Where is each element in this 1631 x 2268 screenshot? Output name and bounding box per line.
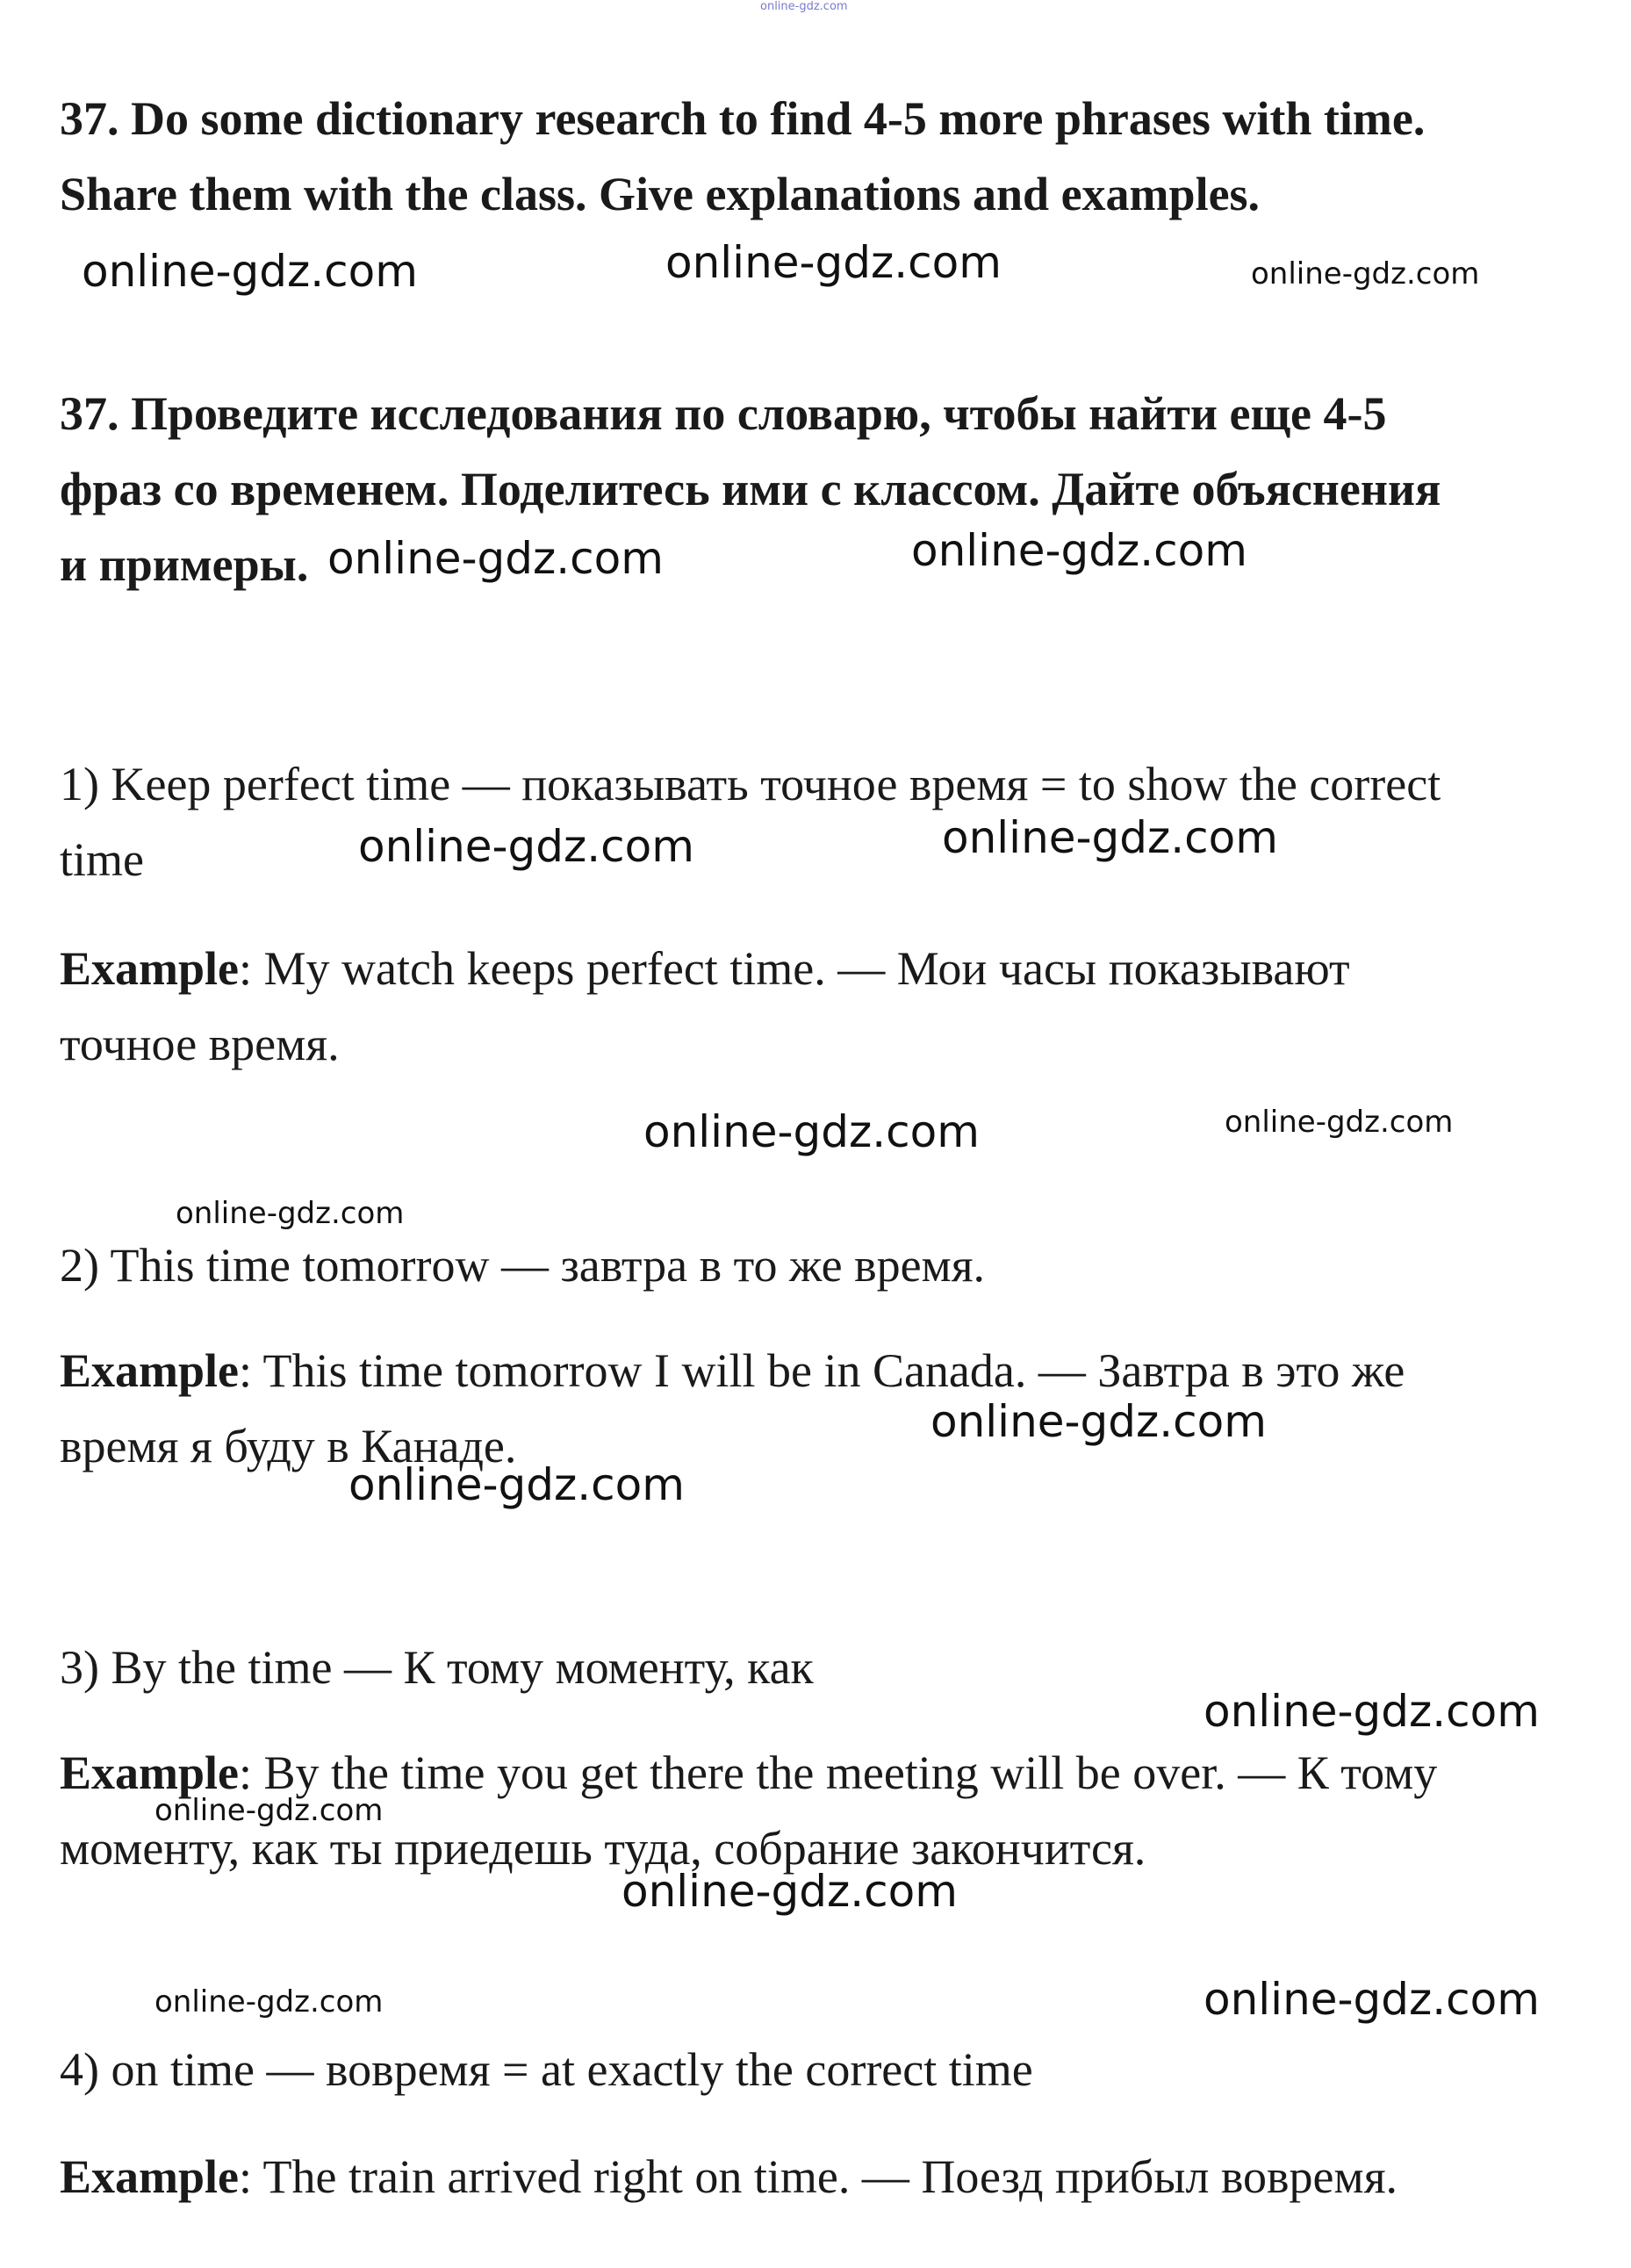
example-3-text: : By the time you get there the meeting will be over. — К тому <box>239 1746 1438 1799</box>
phrase-3-line1: 3) By the time — К тому моменту, как <box>60 1641 814 1694</box>
example-1-line1 <box>60 931 1570 1006</box>
phrase-1-line2: time <box>60 833 144 886</box>
top-watermark: online-gdz.com <box>760 0 848 13</box>
task-heading-ru-line1: 37. Проведите исследования по словарю, чтобы найти еще 4-5 <box>60 387 1387 440</box>
task-heading-en-line1: 37. Do some dictionary research to find 4-5 more phrases with time. <box>60 92 1426 145</box>
watermark-text: online-gdz.com <box>622 1866 958 1917</box>
task-heading-ru-line3: и примеры. <box>60 538 309 591</box>
example-1-text: : My watch keeps perfect time. — Мои часы показывают <box>239 942 1350 995</box>
watermark-text: online-gdz.com <box>1203 1974 1540 2025</box>
watermark-text: online-gdz.com <box>82 246 418 297</box>
watermark-text: online-gdz.com <box>665 237 1002 288</box>
example-2-text: : This time tomorrow I will be in Canada. — Завтра в это же <box>239 1344 1405 1397</box>
watermark-text: online-gdz.com <box>154 1984 384 2020</box>
example-4-line1 <box>60 2139 1570 2214</box>
example-2-line1 <box>60 1333 1570 1408</box>
phrase-2-line1: 2) This time tomorrow — завтра в то же время. <box>60 1239 986 1292</box>
example-label: Example <box>60 1344 240 1397</box>
example-2-line2: время я буду в Канаде. <box>60 1420 517 1472</box>
watermark-text: online-gdz.com <box>327 533 664 584</box>
example-label: Example <box>60 2150 240 2203</box>
example-label: Example <box>60 1746 240 1799</box>
example-1-line2: точное время. <box>60 1018 340 1070</box>
watermark-text: online-gdz.com <box>358 821 694 872</box>
example-3-line2: моменту, как ты приедешь туда, собрание закончится. <box>60 1822 1146 1875</box>
watermark-text: online-gdz.com <box>911 525 1247 576</box>
example-4-text: : The train arrived right on time. — Поезд прибыл вовремя. <box>239 2150 1398 2203</box>
watermark-text: online-gdz.com <box>930 1396 1267 1447</box>
task-heading-en-line2: Share them with the class. Give explanations and examples. <box>60 168 1261 220</box>
watermark-text: online-gdz.com <box>942 812 1278 863</box>
watermark-text: online-gdz.com <box>643 1106 980 1157</box>
phrase-1-line1: 1) Keep perfect time — показывать точное время = to show the correct <box>60 758 1441 810</box>
task-heading-ru-line2: фраз со временем. Поделитесь ими с классом. Дайте объяснения <box>60 463 1441 515</box>
watermark-text: online-gdz.com <box>348 1459 685 1510</box>
example-label: Example <box>60 942 240 995</box>
watermark-text: online-gdz.com <box>176 1196 405 1231</box>
watermark-text: online-gdz.com <box>1225 1105 1454 1140</box>
watermark-text: online-gdz.com <box>1203 1686 1540 1737</box>
watermark-text: online-gdz.com <box>1251 256 1480 292</box>
watermark-text: online-gdz.com <box>154 1793 384 1828</box>
phrase-4-line1: 4) on time — вовремя = at exactly the correct time <box>60 2043 1033 2096</box>
